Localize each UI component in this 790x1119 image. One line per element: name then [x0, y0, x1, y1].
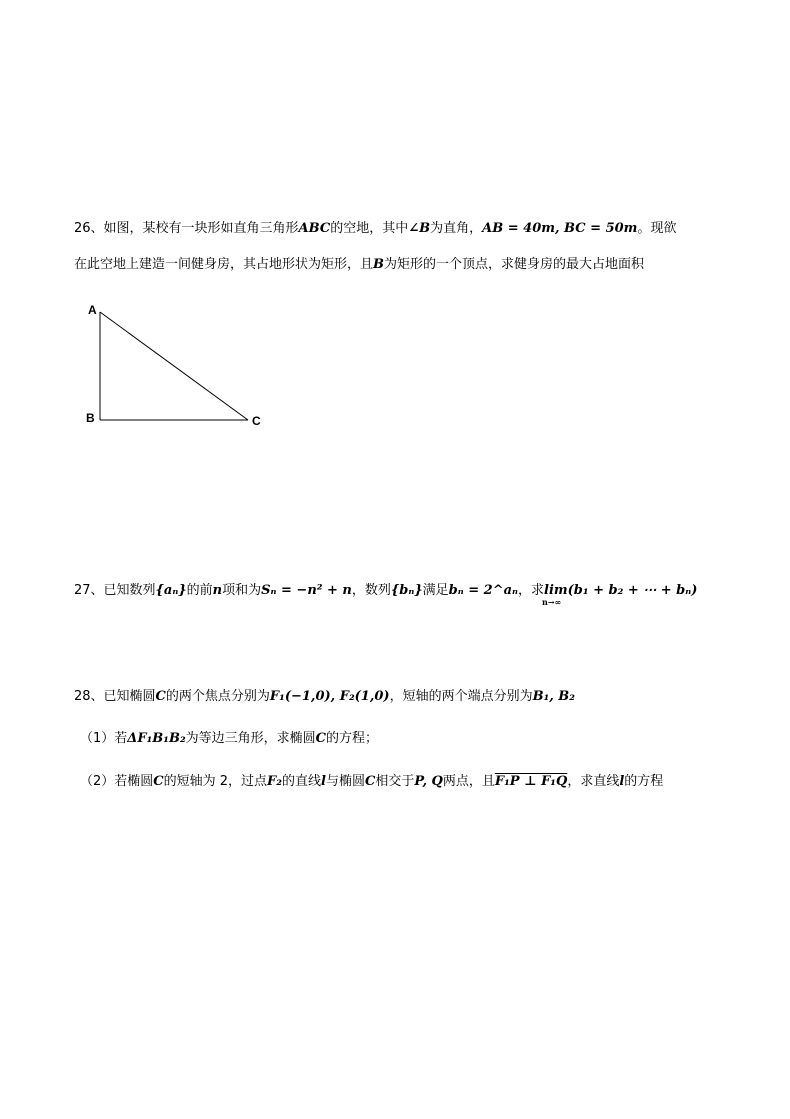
p28-q1-text-2: 为等边三角形，求椭圆 — [185, 731, 316, 746]
problem-28 — [74, 688, 575, 706]
p26-text-b: 的空地，其中 — [330, 221, 409, 236]
p27-n: n — [212, 583, 223, 598]
p27-text-4: ，数列 — [351, 583, 391, 598]
p28-q2-text-5: 相交于 — [375, 774, 415, 789]
p28-q2-pq: P, Q — [414, 774, 443, 789]
p28-q1-text-1: （1）若 — [80, 731, 128, 746]
side-ac — [100, 312, 248, 420]
p28-q2-line-l: l — [321, 774, 326, 789]
p27-text-2: 的前 — [186, 583, 213, 598]
p27-seq-a: {aₙ} — [155, 583, 187, 598]
p28-q1-c: C — [315, 731, 327, 746]
p27-b-definition: bₙ = 2^aₙ — [448, 583, 518, 598]
p27-limit: lim(b₁ + b₂ + ⋯ + bₙ) — [544, 583, 698, 598]
label-c: C — [252, 414, 261, 428]
p28-text-2: 的两个焦点分别为 — [165, 689, 270, 704]
triangle-figure — [80, 298, 280, 428]
p28-text-3: ，短轴的两个端点分别为 — [389, 689, 533, 704]
p28-q2-f2: F₂ — [267, 774, 282, 789]
p26-text-e: 在此空地上建造一间健身房，其占地形状为矩形，且 — [74, 257, 374, 272]
p28-q2-text-4: 与椭圆 — [325, 774, 365, 789]
p28-q1-triangle: ΔF₁B₁B₂ — [127, 731, 186, 746]
p26-angle-b: ∠B — [408, 221, 431, 236]
p28-q2-text-3: 的直线 — [281, 774, 321, 789]
p26-triangle-abc: ABC — [298, 221, 331, 236]
p27-sum-formula: Sₙ = −n² + n — [261, 583, 352, 598]
problem-26-line-1 — [74, 220, 676, 238]
p26-vertex-b: B — [373, 257, 385, 272]
problem-27 — [74, 582, 697, 600]
p28-text-1: 28、已知椭圆 — [74, 689, 156, 704]
p26-text-a: 26、如图，某校有一块形如直角三角形 — [74, 221, 299, 236]
p28-endpoints: B₁, B₂ — [532, 689, 575, 704]
label-b: B — [86, 411, 95, 425]
p27-text-6: ，求 — [517, 583, 544, 598]
p28-q2-text-2: 的短轴为 2，过点 — [163, 774, 268, 789]
p28-q2-perpendicular: F₁P ⊥ F₁Q — [494, 774, 568, 789]
p28-q2-c: C — [153, 774, 164, 789]
p26-text-d: 。现欲 — [637, 221, 677, 236]
p28-q2-text-1: （2）若椭圆 — [80, 774, 154, 789]
p27-text-1: 27、已知数列 — [74, 583, 156, 598]
p26-text-c: 为直角， — [430, 221, 483, 236]
p27-seq-b: {bₙ} — [390, 583, 423, 598]
p28-q2-c2: C — [364, 774, 376, 789]
p27-limit-subscript: n→∞ — [542, 597, 562, 607]
problem-28-part-2 — [80, 773, 663, 791]
p28-foci: F₁(−1,0), F₂(1,0) — [269, 689, 390, 704]
p28-q2-text-8: 的方程 — [624, 774, 664, 789]
p27-text-5: 满足 — [422, 583, 449, 598]
p28-q2-text-6: 两点，且 — [442, 774, 495, 789]
p28-q1-text-3: 的方程； — [326, 731, 379, 746]
p28-ellipse-c: C — [155, 689, 166, 704]
p26-text-f: 为矩形的一个顶点，求健身房的最大占地面积 — [384, 257, 645, 272]
problem-28-part-1 — [80, 730, 378, 748]
label-a: A — [88, 303, 97, 317]
p26-lengths: AB = 40m, BC = 50m — [482, 221, 638, 236]
p28-q2-text-7: ，求直线 — [567, 774, 620, 789]
p28-q2-line-l2: l — [619, 774, 625, 789]
problem-26-line-2 — [74, 256, 644, 274]
p27-text-3: 项和为 — [222, 583, 262, 598]
